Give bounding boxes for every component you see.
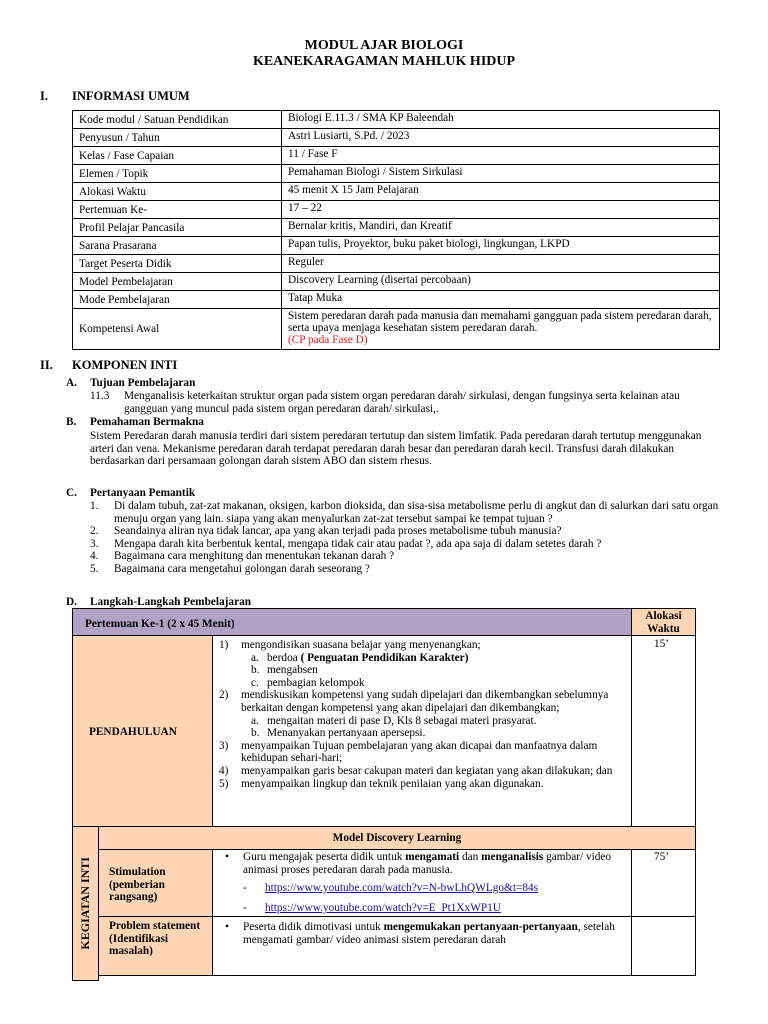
question-text: Bagaimana cara menghitung dan menentukan tekanan darah ? [114, 550, 395, 563]
list-item [219, 740, 627, 765]
list-number: 3) [219, 739, 229, 752]
document-title-line1: MODUL AJAR BIOLOGI [304, 38, 464, 53]
step-text: mendiskusikan kompetensi yang sudah dipelajari dan dikembangkan sebelumnya berkaitan dengan kompetensi yang akan dipelajari dan dikembangkan; [241, 689, 609, 714]
sub-list-item [241, 664, 627, 677]
problem-label: Problem statement (Identifikasi masalah) [109, 920, 201, 958]
stimulation-content [212, 849, 632, 917]
section-number: II. [40, 358, 53, 372]
info-label: Alokasi Waktu [73, 183, 282, 201]
dash-icon: - [243, 902, 247, 914]
pendahuluan-cell [72, 635, 213, 827]
table-row [73, 237, 720, 255]
info-value: Biologi E.11.3 / SMA KP Baleendah [282, 111, 720, 129]
table-row [73, 309, 720, 350]
stimulation-text: Guru mengajak peserta didik untuk [243, 851, 406, 863]
info-value: Astri Lusiarti, S.Pd. / 2023 [282, 129, 720, 147]
stimulation-text-block [225, 851, 625, 876]
info-label: Mode Pembelajaran [73, 291, 282, 309]
list-item [225, 851, 625, 876]
sub-list-letter: a. [251, 714, 259, 727]
table-row [73, 147, 720, 165]
stimulation-label: Stimulation (pemberian rangsang) [109, 866, 166, 904]
info-label: Kode modul / Satuan Pendidikan [73, 111, 282, 129]
info-label: Kelas / Fase Capaian [73, 147, 282, 165]
problem-content [212, 916, 632, 976]
sub-list-letter: c. [251, 676, 259, 689]
info-label: Pertemuan Ke- [73, 201, 282, 219]
sub-list-item [241, 652, 627, 665]
objective-text: Menganalisis keterkaitan struktur organ pada sistem organ peredaran darah/ sirkulasi, dengan fungsinya serta kelainan atau gangguan yang muncul pada sistem organ peredaran darah/ sirkulasi,. [124, 390, 680, 415]
info-value: 11 / Fase F [282, 147, 720, 165]
table-row [73, 219, 720, 237]
step-text: menyampaikan Tujuan pembelajaran yang akan dicapai dan manfaatnya dalam kehidupan sehari-hari; [241, 739, 598, 765]
problem-text: Peserta didik dimotivasi untuk [243, 921, 384, 933]
list-item [219, 639, 627, 689]
pendahuluan-list [219, 639, 627, 790]
video-link-1[interactable]: https://www.youtube.com/watch?v=N-bwLhQWLgo&t=84s [265, 882, 539, 894]
question-text: Mengapa darah kita berbentuk kental, mengapa tidak cair atau padat ?, ada apa saja di dalam setetes darah ? [114, 537, 602, 550]
info-value: 45 menit X 15 Jam Pelajaran [282, 183, 720, 201]
list-item [219, 778, 627, 791]
sub-step-text: mengabsen [267, 664, 318, 677]
info-value: Pemahaman Biologi / Sistem Sirkulasi [282, 165, 720, 183]
info-value: Papan tulis, Proyektor, buku paket biologi, lingkungan, LKPD [282, 237, 720, 255]
subsection-letter: D. [66, 596, 77, 608]
step-text: menyampaikan garis besar cakupan materi dan kegiatan yang akan dilakukan; dan [241, 764, 613, 777]
info-label: Model Pembelajaran [73, 273, 282, 291]
stimulation-time-cell [631, 849, 696, 917]
sub-list-item [241, 727, 627, 740]
bullet-icon: • [225, 921, 229, 933]
list-item [90, 525, 724, 538]
video-link-2[interactable]: https://www.youtube.com/watch?v=E_Pt1XxWP1U [265, 902, 501, 914]
kegiatan-inti-cell [72, 826, 99, 981]
sub-step-text: Menanyakan pertanyaan apersepsi. [267, 727, 426, 740]
document-title-line2: KEANEKARAGAMAN MAHLUK HIDUP [252, 54, 516, 69]
question-list [90, 500, 724, 576]
sub-step-text: pembagian kelompok [267, 676, 365, 689]
pendahuluan-label: PENDAHULUAN [89, 726, 177, 738]
list-number: 4. [90, 550, 99, 563]
table-row [73, 255, 720, 273]
stimulation-time: 75’ [654, 851, 670, 863]
info-value: Reguler [282, 255, 720, 273]
step-text: mengondisikan suasana belajar yang menyenangkan; [241, 639, 481, 651]
info-label: Profil Pelajar Pancasila [73, 219, 282, 237]
meaningful-understanding-text: Sistem Peredaran darah manusia terdiri dari sistem peredaran tertutup dan sistem limfatik. Pada peredaran darah tertutup menggunakan arteri dan vena. Mekanisme peredaran darah terdapat peredaran darah besar dan peredaran darah kecil. Transfusi darah dilakukan berdasarkan dari persamaan golongan darah sistem ABO dan sistem rhesus. [90, 430, 702, 468]
list-item [90, 563, 724, 576]
question-text: Seandainya aliran nya tidak lancar, apa yang akan terjadi pada proses metabolisme tubuh manusia? [114, 525, 562, 538]
info-label: Sarana Prasarana [73, 237, 282, 255]
list-number: 2. [90, 525, 99, 538]
problem-text-post: , setelah mengamati gambar/ video animasi sistem peredaran darah [243, 921, 615, 946]
table-row [73, 111, 720, 129]
time-header: Alokasi Waktu [631, 608, 696, 636]
problem-text-block [225, 921, 615, 946]
sub-list-letter: b. [251, 664, 260, 677]
subsection-letter: A. [66, 377, 77, 389]
list-number: 5) [219, 777, 229, 790]
step-text: menyampaikan lingkup dan teknik penilaian yang akan digunakan. [241, 777, 544, 790]
model-header: Model Discovery Learning [98, 826, 696, 850]
objective-code: 11.3 [90, 390, 110, 402]
sub-step-text: mengaitan materi di pase D, Kls 8 sebagai materi prasyarat. [267, 714, 537, 727]
stimulation-text-mid: dan [459, 851, 482, 863]
info-value-block [282, 309, 720, 350]
meeting-header: Pertemuan Ke-1 (2 x 45 Menit) [72, 608, 632, 636]
section-heading: INFORMASI UMUM [72, 89, 190, 103]
subsection-heading: Tujuan Pembelajaran [90, 377, 196, 389]
table-row [73, 183, 720, 201]
list-number: 4) [219, 764, 229, 777]
info-label: Penyusun / Tahun [73, 129, 282, 147]
list-number: 2) [219, 689, 229, 702]
sub-list-letter: b. [251, 727, 260, 740]
question-text: Di dalam tubuh, zat-zat makanan, oksigen, karbon dioksida, dan sisa-sisa metabolisme perlu di angkut dan di salurkan dari satu organ menuju organ yang lain. siapa yang akan menyalurkan zat-zat tersebut sampai ke tempat tujuan ? [114, 500, 719, 525]
sub-step-bold: ( Penguatan Pendidikan Karakter) [300, 651, 469, 664]
sub-list-item [241, 715, 627, 728]
stimulation-text-post: gambar/ video animasi proses peredaran darah pada manusia. [243, 851, 612, 876]
table-row [73, 291, 720, 309]
info-value: Sistem peredaran darah pada manusia dan memahami gangguan pada sistem peredaran darah, serta upaya menjaga kesehatan sistem peredaran darah. [288, 310, 712, 334]
table-row [73, 129, 720, 147]
info-value: 17 – 22 [282, 201, 720, 219]
list-number: 5. [90, 562, 99, 575]
info-value: Tatap Muka [282, 291, 720, 309]
question-text: Bagaimana cara mengetahui golongan darah seseorang ? [114, 562, 370, 575]
table-row [73, 273, 720, 291]
pendahuluan-content [212, 635, 632, 827]
sub-list-letter: a. [251, 651, 259, 664]
subsection-letter: C. [66, 487, 77, 499]
pendahuluan-time-cell [631, 635, 696, 827]
subsection-heading: Langkah-Langkah Pembelajaran [90, 596, 252, 608]
list-item [90, 538, 724, 551]
stimulation-bold-2: menganalisis [481, 851, 544, 863]
section-number: I. [40, 89, 48, 103]
info-table [72, 110, 720, 350]
subsection-letter: B. [66, 416, 77, 428]
list-item [219, 689, 627, 739]
list-item [90, 500, 724, 525]
sub-list-item [241, 677, 627, 690]
bullet-icon: • [225, 851, 229, 863]
info-label: Elemen / Topik [73, 165, 282, 183]
info-label: Target Peserta Didik [73, 255, 282, 273]
problem-time-cell [631, 916, 696, 976]
stimulation-cell [98, 849, 213, 917]
table-row [73, 165, 720, 183]
list-item [225, 921, 615, 946]
kegiatan-inti-label: KEGIATAN INTI [78, 857, 93, 950]
info-value: Discovery Learning (disertai percobaan) [282, 273, 720, 291]
subsection-heading: Pertanyaan Pemantik [90, 487, 196, 499]
list-item [90, 550, 724, 563]
info-value: Bernalar kritis, Mandiri, dan Kreatif [282, 219, 720, 237]
stimulation-bold-1: mengamati [405, 851, 460, 863]
list-item [219, 765, 627, 778]
list-number: 1. [90, 500, 99, 512]
info-label: Kompetensi Awal [73, 309, 282, 350]
list-number: 1) [219, 639, 229, 651]
sub-step-text: berdoa [267, 651, 301, 664]
dash-icon: - [243, 882, 247, 894]
problem-bold: mengemukakan pertanyaan-pertanyaan [383, 921, 578, 933]
subsection-heading: Pemahaman Bermakna [90, 416, 204, 428]
problem-cell [98, 916, 213, 976]
section-heading: KOMPONEN INTI [72, 358, 178, 372]
cp-note: (CP pada Fase D) [288, 334, 368, 346]
pendahuluan-time: 15’ [654, 638, 670, 650]
table-row [73, 201, 720, 219]
list-number: 3. [90, 537, 99, 550]
